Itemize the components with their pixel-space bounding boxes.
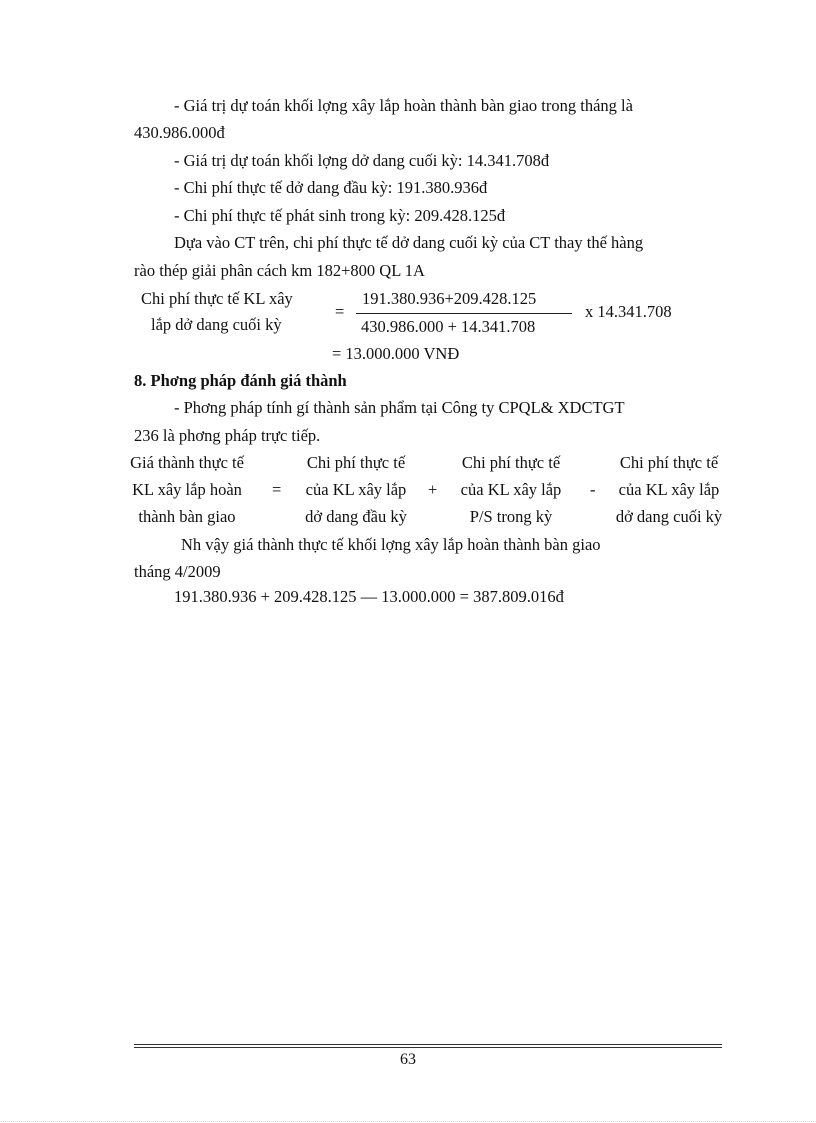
- formula-equals: =: [335, 302, 345, 321]
- formula2-col4-row1: Chi phí thực tế: [619, 453, 719, 472]
- formula2-col1-row2: KL xây lắp hoàn: [132, 480, 242, 499]
- bullet-estimate-completed: - Giá trị dự toán khối lợng xây lắp hoàn thành bàn giao trong tháng là: [174, 96, 633, 115]
- footer-rule-bottom: [134, 1047, 722, 1048]
- fraction-bar: [356, 313, 572, 314]
- formula2-col3-row3: P/S trong kỳ: [469, 507, 553, 526]
- formula2-col3-row2: của KL xây lắp: [460, 480, 562, 499]
- formula2-op-plus: +: [428, 480, 438, 499]
- formula2-col2-row3: dở dang đầu kỳ: [305, 507, 407, 526]
- formula2-col1-row3: thành bàn giao: [138, 507, 236, 526]
- formula-multiplier: x 14.341.708: [585, 302, 672, 321]
- bullet-estimate-completed-cont: 430.986.000đ: [134, 123, 225, 142]
- method-line-1: - Phơng pháp tính gí thành sản phẩm tại Công ty CPQL& XDCTGT: [174, 398, 625, 417]
- formula-left-line-2: lắp dở dang cuối kỳ: [151, 315, 282, 334]
- formula2-op-minus: -: [590, 480, 596, 499]
- formula-left-line-1: Chi phí thực tế KL xây: [141, 289, 293, 308]
- formula2-col2-row1: Chi phí thực tế: [306, 453, 406, 472]
- paragraph-line-2: rào thép giải phân cách km 182+800 QL 1A: [134, 261, 425, 280]
- conclusion-line-1: Nh vậy giá thành thực tế khối lợng xây lắp hoàn thành bàn giao: [181, 535, 601, 554]
- bullet-estimate-wip: - Giá trị dự toán khối lợng dở dang cuối kỳ: 14.341.708đ: [174, 151, 550, 170]
- page-edge: [0, 1121, 816, 1122]
- formula2-col1-row1: Giá thành thực tế: [130, 453, 244, 472]
- formula-result: = 13.000.000 VNĐ: [332, 344, 460, 363]
- page-number: 63: [400, 1051, 416, 1068]
- conclusion-line-2: tháng 4/2009: [134, 562, 221, 581]
- section-heading: 8. Phơng pháp đánh giá thành: [134, 371, 347, 390]
- formula2-col4-row3: dở dang cuối kỳ: [615, 507, 723, 526]
- formula2-col4-row2: của KL xây lắp: [618, 480, 720, 499]
- formula-numerator: 191.380.936+209.428.125: [362, 289, 537, 308]
- paragraph-line-1: Dựa vào CT trên, chi phí thực tế dở dang cuối kỳ của CT thay thế hàng: [174, 233, 644, 252]
- formula2-col3-row1: Chi phí thực tế: [461, 453, 561, 472]
- bullet-opening-wip: - Chi phí thực tế dở dang đầu kỳ: 191.380.936đ: [174, 178, 488, 197]
- method-line-2: 236 là phơng pháp trực tiếp.: [134, 426, 321, 445]
- formula-denominator: 430.986.000 + 14.341.708: [361, 317, 536, 336]
- bullet-incurred: - Chi phí thực tế phát sinh trong kỳ: 209.428.125đ: [174, 206, 506, 225]
- final-calculation: 191.380.936 + 209.428.125 — 13.000.000 = 387.809.016đ: [174, 587, 564, 606]
- footer-rule-top: [134, 1044, 722, 1045]
- formula2-col2-row2: của KL xây lắp: [305, 480, 407, 499]
- formula2-op-equals: =: [272, 480, 282, 499]
